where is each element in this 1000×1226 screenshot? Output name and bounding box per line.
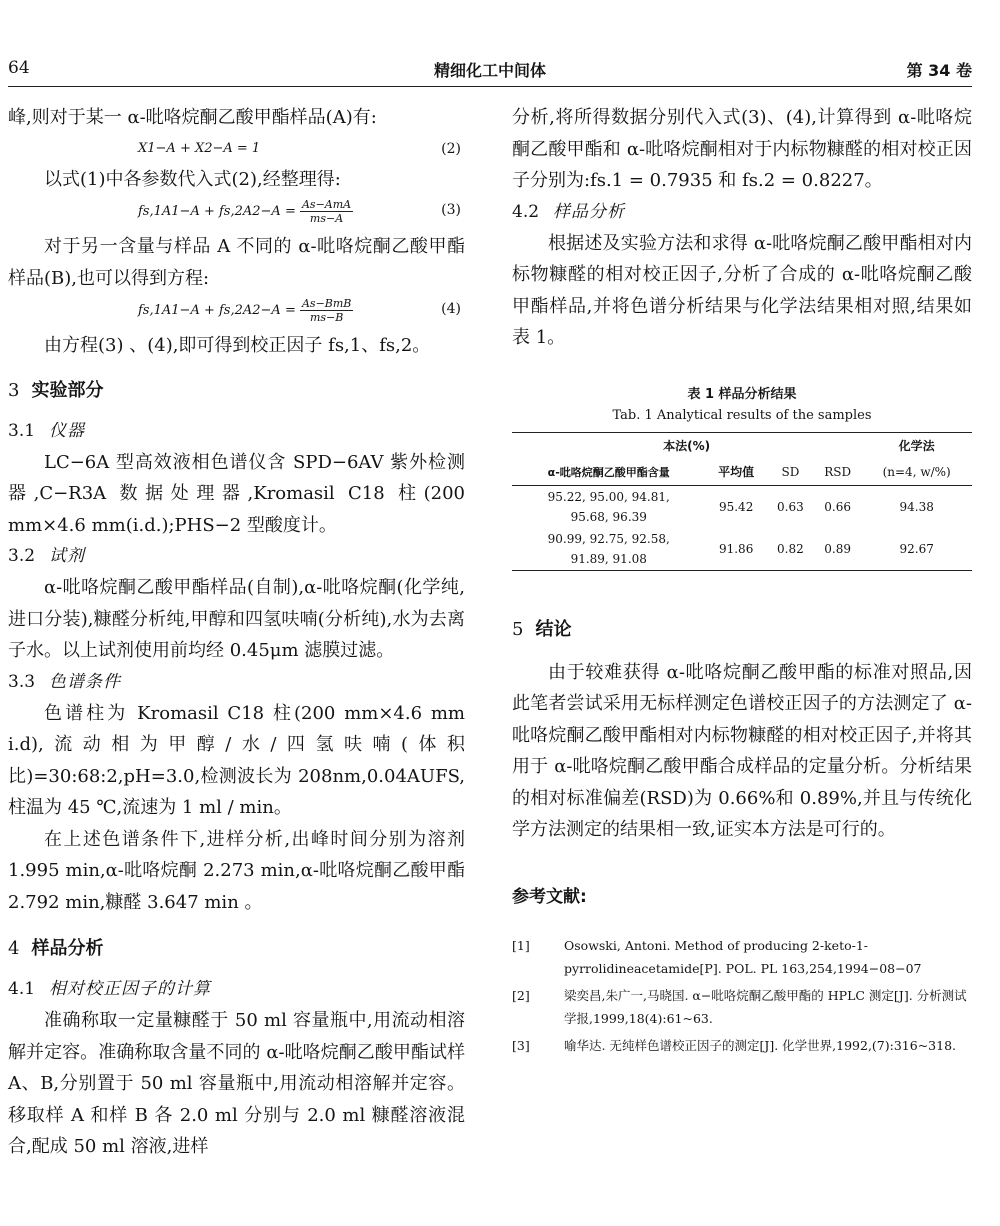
cell-sd: 0.63 [777,499,804,514]
equation-3 [8,195,465,231]
cell-average: 91.86 [705,528,766,571]
equation-3-number: (3) [441,202,461,218]
paragraph-sample-analysis: 根据述及实验方法和求得 α-吡咯烷酮乙酸甲酯相对内标物糠醛的相对校正因子,分析了合成的 α-吡咯烷酮乙酸甲酯样品,并将色谱分析结果与化学法结果相对照,结果如表 1。 [512,232,972,348]
cell-values: 90.99, 92.75, 92.58, 91.89, 91.08 [512,528,705,571]
equation-4-denominator: ms−B [309,311,344,324]
reference-item: [1] Osowski, Antoni. Method of producing 2-keto-1-pyrrolidineacetamide[P]. POL. PL 163,254,1994−08−07 [512,937,922,976]
equation-4-number: (4) [441,301,461,317]
cell-average: 95.42 [718,499,754,514]
equation-3-fraction [300,198,353,225]
equation-4-lhs: fs,1A1−A + fs,2A2−A = [138,303,296,318]
equation-4 [8,294,465,330]
section-3-heading: 3 实验部分 [8,379,104,401]
equation-3-denominator: ms−A [309,212,344,225]
table-caption-english: Tab. 1 Analytical results of the samples [612,407,872,423]
equation-3-numerator: As−AmA [301,198,352,211]
section-3-1-heading: 3.1 仪器 [8,420,86,441]
header-average: 平均值 [705,459,766,486]
section-3-3-heading: 3.3 色谱条件 [8,671,122,692]
section-4-1-heading: 4.1 相对校正因子的计算 [8,979,212,999]
section-3-2-heading: 3.2 试剂 [8,546,86,566]
equation-4-numerator: As−BmB [301,297,352,310]
header-chemical: 化学法 [861,432,972,459]
reference-item: [3] 喻华达. 无纯样色谱校正因子的测定[J]. 化学世界,1992,(7):316~318. [512,1037,956,1053]
paragraph-substitute: 以式(1)中各参数代入式(2),经整理得: [44,168,341,190]
results-table-block [512,384,972,571]
cell-values: 95.22, 95.00, 94.81, 95.68, 96.39 [547,489,670,524]
table-caption: 表 1 样品分析结果 [687,386,797,402]
left-column [8,102,465,1163]
references-heading: 参考文献: [512,886,587,907]
equation-3-lhs: fs,1A1−A + fs,2A2−A = [138,204,296,219]
page-number: 64 [8,58,30,78]
equation-2-body: X1−A + X2−A = 1 [138,140,261,156]
section-4-heading: 4 样品分析 [8,938,104,959]
equation-4-fraction [300,297,353,324]
cell-rsd: 0.89 [814,528,861,571]
journal-title: 精细化工中间体 [433,61,546,80]
header-rule [8,86,972,87]
equation-2 [8,134,465,164]
header-method: 本法(%) [512,432,861,459]
results-table [512,432,972,571]
paragraph-calculation: 准确称取一定量糠醛于 50 ml 容量瓶中,用流动相溶解并定容。准确称取含量不同的 α-吡咯烷酮乙酸甲酯试样 A、B,分别置于 50 ml 容量瓶中,用流动相溶解并定容。移取样 A 和样 B 各 2.0 ml 分别与 2.0 ml 糠醛溶液混合,配成 50 ml 溶液,进样 [8,1010,465,1157]
paragraph-conclusion: 由于较难获得 α-吡咯烷酮乙酸甲酯的标准对照品,因此笔者尝试采用无标样测定色谱校正因子的方法测定了 α-吡咯烷酮乙酸甲酯相对内标物糠醛的相对校正因子,并将其用于 α-吡咯烷酮乙酸甲酯合成样品的定量分析。分析结果的相对标准偏差(RSD)为 0.66%和 0.89%,并且与传统化学方法测定的结果相一致,证实本方法是可行的。 [512,661,972,840]
paragraph-intro: 峰,则对于某一 α-吡咯烷酮乙酸甲酯样品(A)有: [8,107,377,128]
table-row [512,485,972,528]
cell-rsd: 0.66 [824,499,851,514]
header-rsd: RSD [814,459,861,486]
right-column [512,102,972,1061]
volume-label: 第 34 卷 [906,61,972,80]
header-n: (n=4, w/%) [861,459,972,486]
references-list [512,934,972,1057]
section-4-2-heading: 4.2 样品分析 [512,201,626,222]
running-head [8,58,972,86]
paragraph-continued: 分析,将所得数据分别代入式(3)、(4),计算得到 α-吡咯烷酮乙酸甲酯和 α-吡咯烷酮相对于内标物糠醛的相对校正因子分别为:fs.1 = 0.7935 和 fs.2 = 0.8227。 [512,107,972,191]
paragraph-reagents: α-吡咯烷酮乙酸甲酯样品(自制),α-吡咯烷酮(化学纯,进口分装),糠醛分析纯,甲醇和四氢呋喃(分析纯),水为去离子水。以上试剂使用前均经 0.45μm 滤膜过滤。 [8,577,465,661]
paragraph-retention: 在上述色谱条件下,进样分析,出峰时间分别为溶剂 1.995 min,α-吡咯烷酮 2.273 min,α-吡咯烷酮乙酸甲酯 2.792 min,糠醛 3.647 min 。 [8,828,465,913]
paragraph-instruments: LC−6A 型高效液相色谱仪含 SPD−6AV 紫外检测器,C−R3A 数据处理器,Kromasil C18 柱(200 mm×4.6 mm(i.d.);PHS−2 型酸度计。 [8,451,465,536]
paragraph-sample-b: 对于另一含量与样品 A 不同的 α-吡咯烷酮乙酸甲酯样品(B),也可以得到方程: [8,236,465,289]
section-5-heading: 5 结论 [512,618,572,640]
cell-chemical: 92.67 [861,528,972,571]
paragraph-conditions: 色谱柱为 Kromasil C18 柱(200 mm×4.6 mm i.d),流动相为甲醇/水/四氢呋喃(体积比)=30:68:2,pH=3.0,检测波长为 208nm,0.04AUFS,柱温为 45 ℃,流速为 1 ml / min。 [8,702,465,818]
equation-2-number: (2) [441,140,461,157]
reference-item: [2] 梁奕昌,朱广一,马晓国. α−吡咯烷酮乙酸甲酯的 HPLC 测定[J]. 分析测试学报,1999,18(4):61~63. [512,987,967,1026]
cell-sd: 0.82 [767,528,814,571]
cell-chemical: 94.38 [899,499,934,514]
header-sd: SD [767,459,814,486]
paragraph-solve: 由方程(3) 、(4),即可得到校正因子 fs,1、fs,2。 [44,335,431,356]
header-content: α-吡咯烷酮乙酸甲酯含量 [512,459,705,486]
table-row [512,528,972,571]
